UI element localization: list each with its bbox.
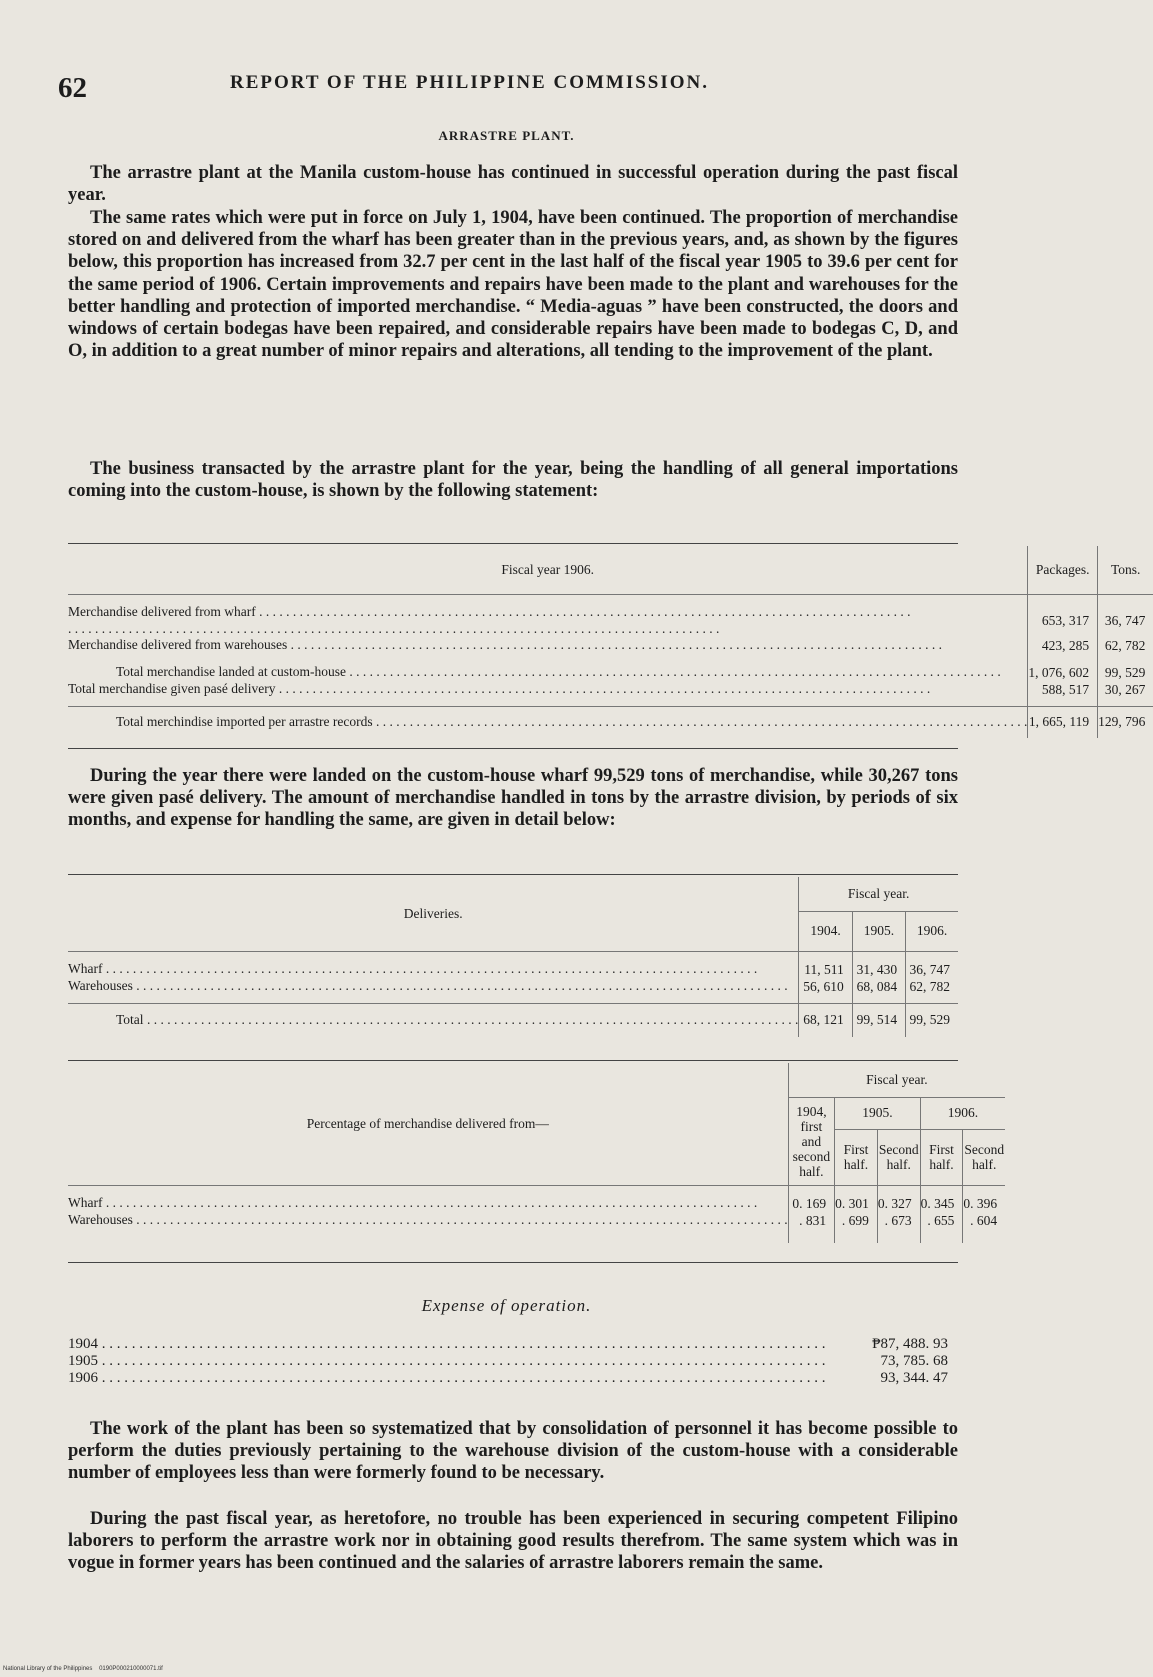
footer-credit: National Library of the Philippines	[3, 1666, 93, 1672]
table2-header-group: Fiscal year.	[799, 877, 958, 911]
table3-header-1905: 1905.	[835, 1097, 921, 1129]
table3-header-second-half: Second half.	[963, 1129, 1005, 1185]
table3-header-1904: 1904, first and second half.	[788, 1097, 834, 1185]
table3-cell: 0. 327	[877, 1195, 920, 1212]
table-row	[68, 1353, 958, 1370]
section-title: ARRASTRE PLANT.	[438, 128, 575, 143]
table2-cell: 68, 121	[799, 1003, 852, 1037]
table-row	[68, 637, 1153, 654]
table1-packages-cell: 423, 285	[1028, 637, 1098, 654]
table1-row-label: Total merchandise given pasé delivery . . .	[68, 681, 1027, 698]
paragraph-1	[68, 162, 958, 206]
table2-cell: 31, 430	[852, 961, 905, 978]
expense-year: 1905 . . .	[68, 1353, 848, 1370]
table1-tons-cell: 99, 529	[1098, 664, 1153, 681]
expense-table	[68, 1336, 958, 1387]
table-row	[68, 1336, 958, 1353]
table-row	[68, 1195, 1005, 1212]
table-row	[68, 1370, 958, 1387]
paragraph-3	[68, 458, 958, 502]
expense-title: Expense of operation.	[421, 1296, 592, 1315]
table1-packages-cell: 1, 076, 602	[1028, 664, 1098, 681]
table1-row-label: Merchandise delivered from wharf . . .	[68, 604, 1027, 621]
table2-row-label: Warehouses . . .	[68, 978, 798, 995]
table3-header-label: Percentage of merchandise delivered from—	[68, 1063, 788, 1185]
running-title: REPORT OF THE PHILIPPINE COMMISSION.	[230, 72, 710, 93]
table1-tons-cell: 62, 782	[1098, 637, 1153, 654]
expense-amount: ₱87, 488. 93	[872, 1336, 948, 1352]
paragraph-3-text: The business transacted by the arrastre plant for the year, being the handling of all general importations coming into the custom-house, is shown by the following statement:	[68, 459, 958, 502]
table3-cell: 0. 169	[788, 1195, 834, 1212]
table3-cell: . 604	[963, 1212, 1005, 1229]
expense-amount: 73, 785. 68	[880, 1353, 948, 1369]
table3-row-label: Warehouses . . .	[68, 1212, 788, 1229]
table-row	[68, 706, 1153, 738]
paragraph-2	[68, 207, 958, 362]
percentage-table	[68, 1063, 1005, 1243]
expense-amount: 93, 344. 47	[880, 1370, 948, 1386]
table3-cell: . 673	[877, 1212, 920, 1229]
table1-tons-cell: 36, 747	[1098, 604, 1153, 637]
table3-header-group: Fiscal year.	[788, 1063, 1005, 1097]
table1-tons-cell: 30, 267	[1098, 681, 1153, 698]
paragraph-4-text: During the year there were landed on the custom-house wharf 99,529 tons of merchandise, while 30,267 tons were given pasé delivery. The amount of merchandise handled in tons by the arrastre division, by periods of six months, and expense for handling the same, are given in detail below:	[68, 766, 958, 831]
table-row	[68, 961, 958, 978]
table1-bottom-rule	[68, 748, 958, 749]
table1-row-label: Merchandise delivered from warehouses . . .	[68, 637, 1027, 654]
table1-top-rule	[68, 543, 958, 544]
arrastre-summary-table	[68, 546, 1153, 738]
expense-year: 1906 . . .	[68, 1370, 848, 1387]
table1-packages-cell: 653, 317	[1028, 604, 1098, 637]
table1-header-label: Fiscal year 1906.	[501, 561, 594, 577]
deliveries-table	[68, 877, 958, 1037]
paragraph-5	[68, 1418, 958, 1485]
expense-year: 1904 . . .	[68, 1336, 848, 1353]
table-row	[68, 978, 958, 995]
table3-bottom-rule	[68, 1262, 958, 1263]
table-row	[68, 1212, 1005, 1229]
table-row	[68, 1003, 958, 1037]
table2-row-label: Wharf . . .	[68, 961, 798, 978]
table2-top-rule	[68, 874, 958, 875]
table2-cell: 62, 782	[906, 978, 958, 995]
table2-cell: 99, 514	[852, 1003, 905, 1037]
table-row	[68, 681, 1153, 698]
footer-code: 0190P000210000071.tif	[99, 1666, 163, 1672]
table3-header-second-half: Second half.	[877, 1129, 920, 1185]
page-number: 62	[58, 72, 87, 104]
table2-header-year: 1906.	[906, 911, 958, 951]
table3-cell: . 831	[788, 1212, 834, 1229]
paragraph-6	[68, 1508, 958, 1575]
scan-footer	[3, 1666, 163, 1672]
table1-row-label: Total merchandise landed at custom-house . . .	[68, 664, 1027, 681]
table3-header-first-half: First half.	[835, 1129, 878, 1185]
paragraph-6-text: During the past fiscal year, as heretofore, no trouble has been experienced in securing competent Filipino laborers to perform the arrastre work nor in obtaining good results therefrom. The same system which was in vogue in former years has been continued and the salaries of arrastre laborers remain the same.	[68, 1509, 958, 1574]
table3-cell: . 699	[835, 1212, 878, 1229]
table-row	[68, 664, 1153, 681]
table2-cell: 99, 529	[906, 1003, 958, 1037]
table1-tons-cell: 129, 796	[1098, 706, 1153, 738]
table3-cell: 0. 345	[920, 1195, 963, 1212]
table3-cell: 0. 396	[963, 1195, 1005, 1212]
table3-cell: . 655	[920, 1212, 963, 1229]
table2-header-label: Deliveries.	[68, 877, 799, 951]
table2-header-year: 1904.	[799, 911, 852, 951]
table2-bottom-rule	[68, 1060, 958, 1061]
table2-cell: 56, 610	[799, 978, 852, 995]
paragraph-4	[68, 765, 958, 832]
table1-row-label: Total merchindise imported per arrastre records . . .	[68, 714, 1027, 731]
table3-row-label: Wharf . . .	[68, 1195, 788, 1212]
table2-row-label: Total . . .	[68, 1012, 798, 1029]
table2-cell: 36, 747	[906, 961, 958, 978]
table1-packages-cell: 588, 517	[1028, 681, 1098, 698]
paragraph-1-text: The arrastre plant at the Manila custom-house has continued in successful operation during the past fiscal year.	[68, 163, 958, 206]
table2-cell: 11, 511	[799, 961, 852, 978]
table1-header-tons: Tons.	[1098, 546, 1153, 594]
table1-packages-cell: 1, 665, 119	[1028, 706, 1098, 738]
paragraph-2-text: The same rates which were put in force on July 1, 1904, have been continued. The proportion of merchandise stored on and delivered from the wharf has been greater than in the previous years, and, as shown by the figures below, this proportion has increased from 32.7 per cent in the last half of the fiscal year 1905 to 39.6 per cent for the same period of 1906. Certain improvements and repairs have been made to the plant and warehouses for the better handling and protection of imported merchandise. “ Media-aguas ” have been constructed, the doors and windows of certain bodegas have been repaired, and considerable repairs have been made to bodegas C, D, and O, in addition to a great number of minor repairs and alterations, all tending to the improvement of the plant.	[68, 208, 958, 362]
table1-header-packages: Packages.	[1028, 546, 1098, 594]
table2-header-year: 1905.	[852, 911, 905, 951]
table3-header-first-half: First half.	[920, 1129, 963, 1185]
table2-cell: 68, 084	[852, 978, 905, 995]
table3-cell: 0. 301	[835, 1195, 878, 1212]
table-row	[68, 604, 1153, 637]
table3-header-1906: 1906.	[920, 1097, 1005, 1129]
paragraph-5-text: The work of the plant has been so systematized that by consolidation of personnel it has become possible to perform the duties previously pertaining to the warehouse division of the custom-house with a considerable number of employees less than were formerly found to be necessary.	[68, 1419, 958, 1484]
